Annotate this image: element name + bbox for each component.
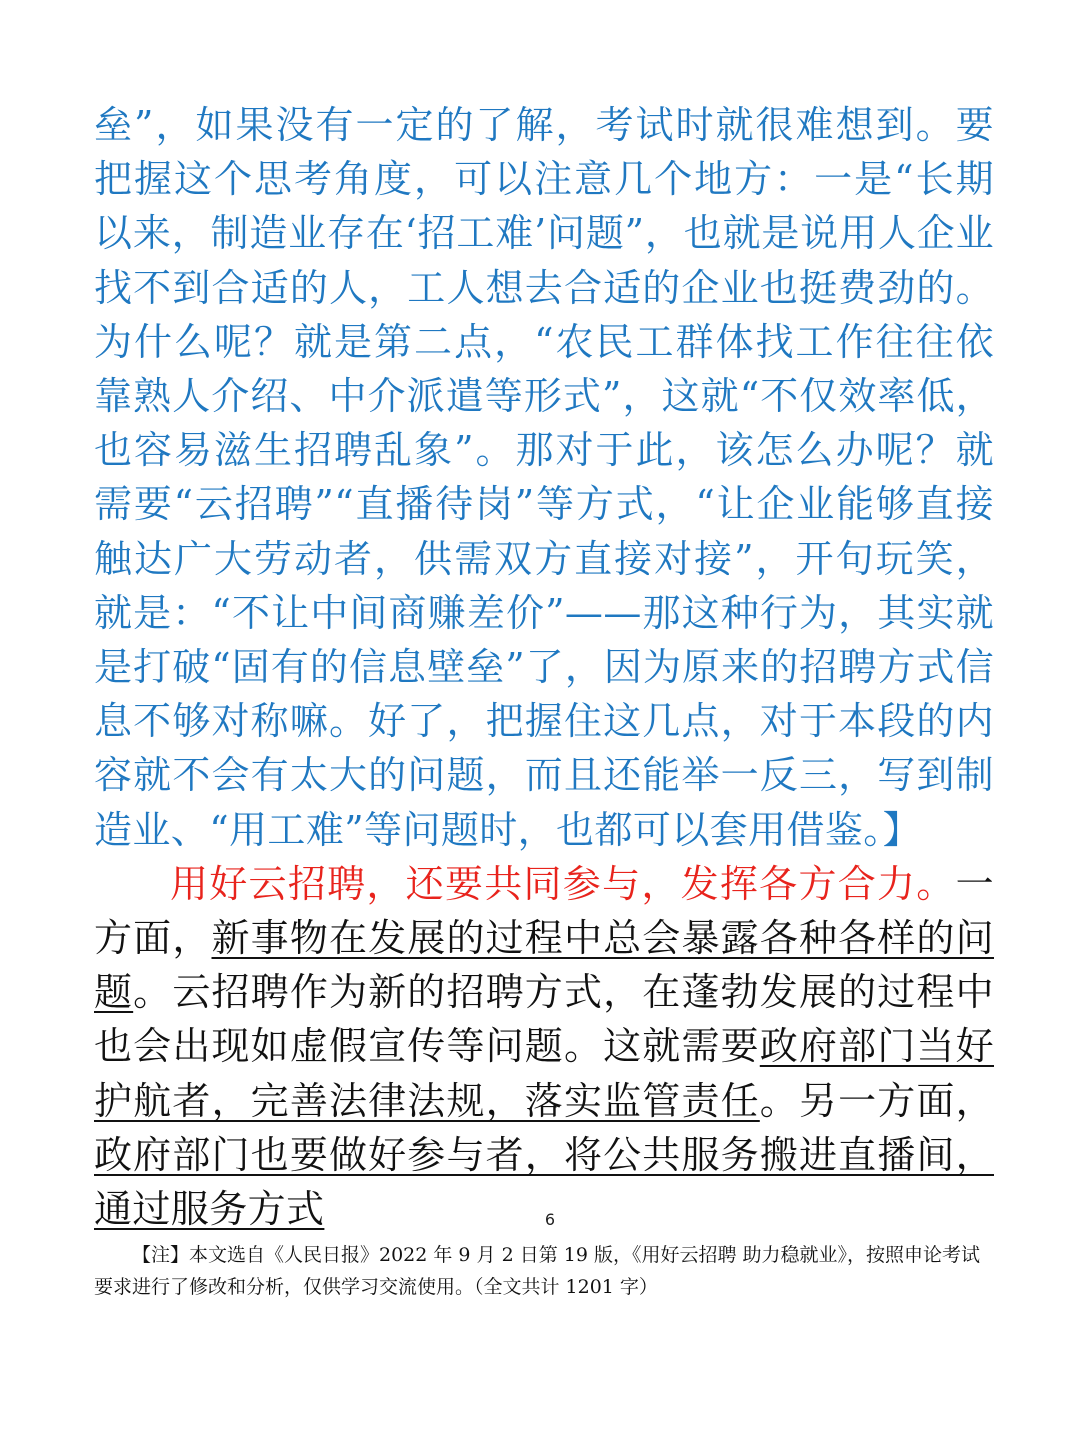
analysis-paragraph: 垒”，如果没有一定的了解，考试时就很难想到。要把握这个思考角度，可以注意几个地方：一是“长期以来，制造业存在‘招工难’问题”，也就是说用人企业找不到合适的人，工人想去合适的企业也挺费劲的。为什么呢？就是第二点，“农民工群体找工作往往依靠熟人介绍、中介派遣等形式”，这就“不仅效率低，也容易滋生招聘乱象”。那对于此，该怎么办呢？就需要“云招聘”“直播待岗”等方式，“让企业能够直接触达广大劳动者，供需双方直接对接”，开句玩笑，就是：“不让中间商赚差价”——那这种行为，其实就是打破“固有的信息壁垒”了，因为原来的招聘方式信息不够对称嘛。好了，把握住这几点，对于本段的内容就不会有太大的问题，而且还能举一反三，写到制造业、“用工难”等问题时，也都可以套用借鉴。】 [94, 103, 994, 852]
article-text-3: 。另一方面， [759, 1078, 994, 1123]
underlined-text-3: 政府部门也要做好参与者，将公共服务搬进直播间，通过服务方式 [94, 1132, 994, 1232]
footnote: 【注】本文选自《人民日报》2022 年 9 月 2 日第 19 版，《用好云招聘 助力稳就业》，按照申论考试要求进行了修改和分析，仅供学习交流使用。（全文共计 1201 字） [94, 1244, 981, 1298]
main-text-block [94, 98, 994, 1236]
article-text-1: 一方面， [94, 861, 994, 961]
page-number: 6 [544, 1210, 556, 1229]
underlined-text-2: 政府部门当好护航者，完善法律法规，落实监管责任 [94, 1024, 994, 1123]
article-paragraph [94, 857, 994, 1236]
paragraph-heading: 用好云招聘，还要共同参与，发挥各方合力。 [170, 861, 956, 906]
article-text-2: 。云招聘作为新的招聘方式，在蓬勃发展的过程中也会出现如虚假宣传等问题。这就需要 [94, 970, 994, 1069]
underlined-text-1: 新事物在发展的过程中总会暴露各种各样的问题 [94, 916, 994, 1015]
